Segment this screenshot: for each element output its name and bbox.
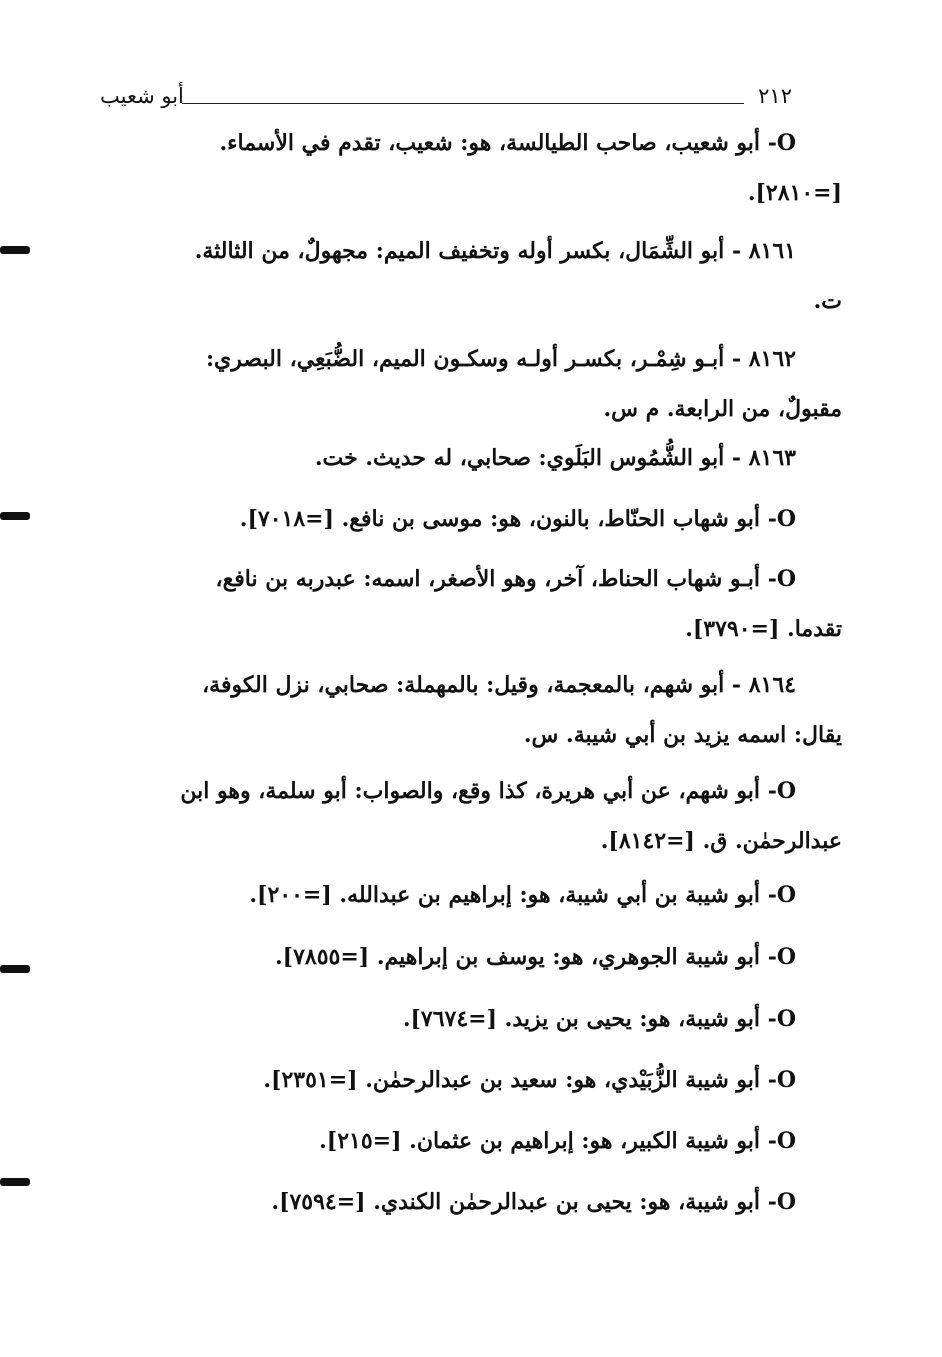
- entry-8162: [100, 334, 842, 434]
- entry-line: O- أبو شيبة بن أبي شيبة، هو: إبراهيم بن عبدالله. [=٢٠٠].: [249, 882, 796, 908]
- entry-abu-shihab-2: [100, 554, 842, 654]
- entry-line: [=٢٨١٠].: [747, 180, 842, 206]
- entry-line: O- أبو شيبة، هو: يحيى بن يزيد. [=٧٦٧٤].: [402, 1006, 796, 1032]
- entry-line: ٨١٦٢ - أبـو شِمْـر، بكسـر أولـه وسكـون الميم، الضُّبَعِي، البصري:: [205, 346, 796, 372]
- entry-line: ٨١٦٣ - أبو الشُّمُوس البَلَوي: صحابي، له حديث. خت.: [314, 445, 796, 471]
- entry-line: يقال: اسمه يزيد بن أبي شيبة. س.: [523, 722, 842, 748]
- margin-tab-mark: [0, 965, 30, 973]
- entry-line: ٨١٦٤ - أبو شهم، بالمعجمة، وقيل: بالمهملة: صحابي، نزل الكوفة،: [202, 672, 796, 698]
- entry-line: O- أبو شيبة، هو: يحيى بن عبدالرحمٰن الكندي. [=٧٥٩٤].: [271, 1189, 796, 1215]
- entry-abu-shayba-3: [100, 994, 796, 1044]
- entry-abu-shayba-1: [100, 870, 796, 920]
- entry-abu-shuayb: [100, 118, 842, 218]
- margin-tab-mark: [0, 246, 30, 254]
- entry-8164: [100, 660, 842, 760]
- entry-line: O- أبو شيبة الكبير، هو: إبراهيم بن عثمان. [=٢١٥].: [319, 1128, 796, 1154]
- entry-line: مقبولٌ، من الرابعة. م س.: [603, 396, 842, 422]
- running-title: أبو شعيب: [100, 84, 184, 108]
- entry-8161: [100, 226, 842, 326]
- margin-tab-mark: [0, 512, 30, 520]
- entry-abu-shihab-1: [100, 494, 796, 544]
- entry-line: O- أبو شيبة الزُّبَيْدي، هو: سعيد بن عبدالرحمٰن. [=٢٣٥١].: [263, 1067, 796, 1093]
- page-header: [100, 82, 796, 112]
- entry-line: O- أبو شهم، عن أبي هريرة، كذا وقع، والصواب: أبو سلمة، وهو ابن: [180, 778, 796, 804]
- entry-line: عبدالرحمٰن. ق. [=٨١٤٢].: [600, 828, 842, 854]
- entry-line: O- أبـو شهاب الحناط، آخر، وهو الأصغر، اسمه: عبدربه بن نافع،: [215, 566, 796, 592]
- entry-abu-shahm: [100, 766, 842, 866]
- entry-line: ت.: [813, 288, 842, 314]
- entry-line: O- أبو شيبة الجوهري، هو: يوسف بن إبراهيم. [=٧٨٥٥].: [275, 944, 796, 970]
- margin-tab-mark: [0, 1178, 30, 1186]
- entry-line: ٨١٦١ - أبو الشِّمَال، بكسر أوله وتخفيف الميم: مجهولٌ، من الثالثة.: [194, 238, 796, 264]
- header-rule: [182, 103, 744, 104]
- entry-line: O- أبو شعيب، صاحب الطيالسة، هو: شعيب، تقدم في الأسماء.: [219, 130, 796, 156]
- entry-abu-shayba-6: [100, 1177, 796, 1227]
- entry-abu-shayba-2: [100, 932, 796, 982]
- entry-line: تقدما. [=٣٧٩٠].: [685, 616, 842, 642]
- entry-abu-shayba-4: [100, 1055, 796, 1105]
- entry-line: O- أبو شهاب الحنّاط، بالنون، هو: موسى بن نافع. [=٧٠١٨].: [239, 506, 796, 532]
- page-number: ٢١٢: [758, 84, 792, 108]
- entry-abu-shayba-5: [100, 1116, 796, 1166]
- entry-8163: [100, 433, 796, 483]
